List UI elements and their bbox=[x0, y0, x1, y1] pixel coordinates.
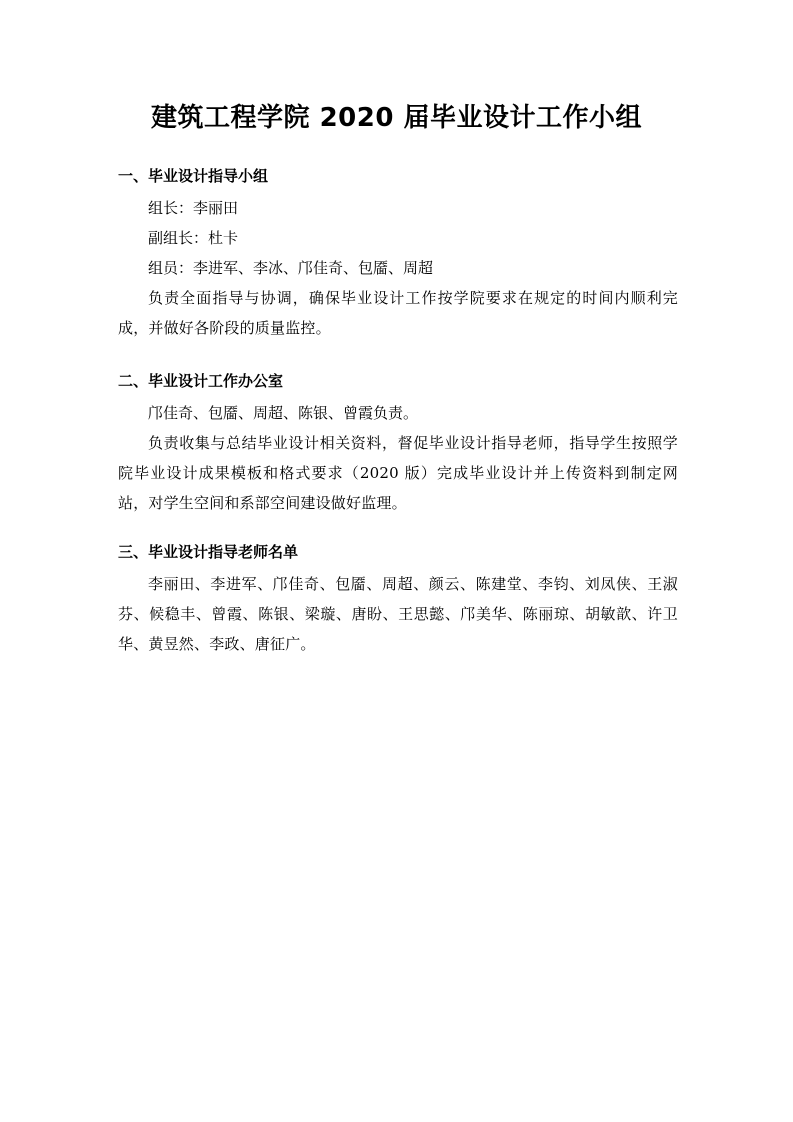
group-deputy-leader: 副组长：杜卡 bbox=[148, 229, 239, 247]
document-title: 建筑工程学院 2020 届毕业设计工作小组 bbox=[151, 103, 642, 133]
group-duty-paragraph: 负责全面指导与协调，确保毕业设计工作按学院要求在规定的时间内顺利完成，并做好各阶段的质量监控。 bbox=[118, 289, 678, 337]
office-duty-paragraph: 负责收集与总结毕业设计相关资料，督促毕业设计指导老师，指导学生按照学院毕业设计成果模板和格式要求（2020 版）完成毕业设计并上传资料到制定网站，对学生空间和系部空间建设做好监理。 bbox=[118, 434, 678, 512]
group-members: 组员：李进军、李冰、邝佳奇、包靥、周超 bbox=[148, 259, 434, 277]
group-leader: 组长：李丽田 bbox=[148, 199, 239, 217]
advisor-names: 李丽田、李进军、邝佳奇、包靥、周超、颜云、陈建堂、李钧、刘凤侠、王淑芬、候稳丰、曾霞、陈银、梁璇、唐盼、王思懿、邝美华、陈丽琼、胡敏歆、许卫华、黄昱然、李政、唐征广。 bbox=[118, 575, 678, 653]
section-heading: 二、毕业设计工作办公室 bbox=[118, 372, 284, 390]
section-advisor-list bbox=[118, 541, 678, 659]
section-heading: 一、毕业设计指导小组 bbox=[118, 167, 269, 185]
section-guidance-group bbox=[118, 165, 678, 343]
section-heading: 三、毕业设计指导老师名单 bbox=[118, 543, 299, 561]
section-office bbox=[118, 370, 678, 518]
office-staff: 邝佳奇、包靥、周超、陈银、曾霞负责。 bbox=[148, 404, 419, 422]
